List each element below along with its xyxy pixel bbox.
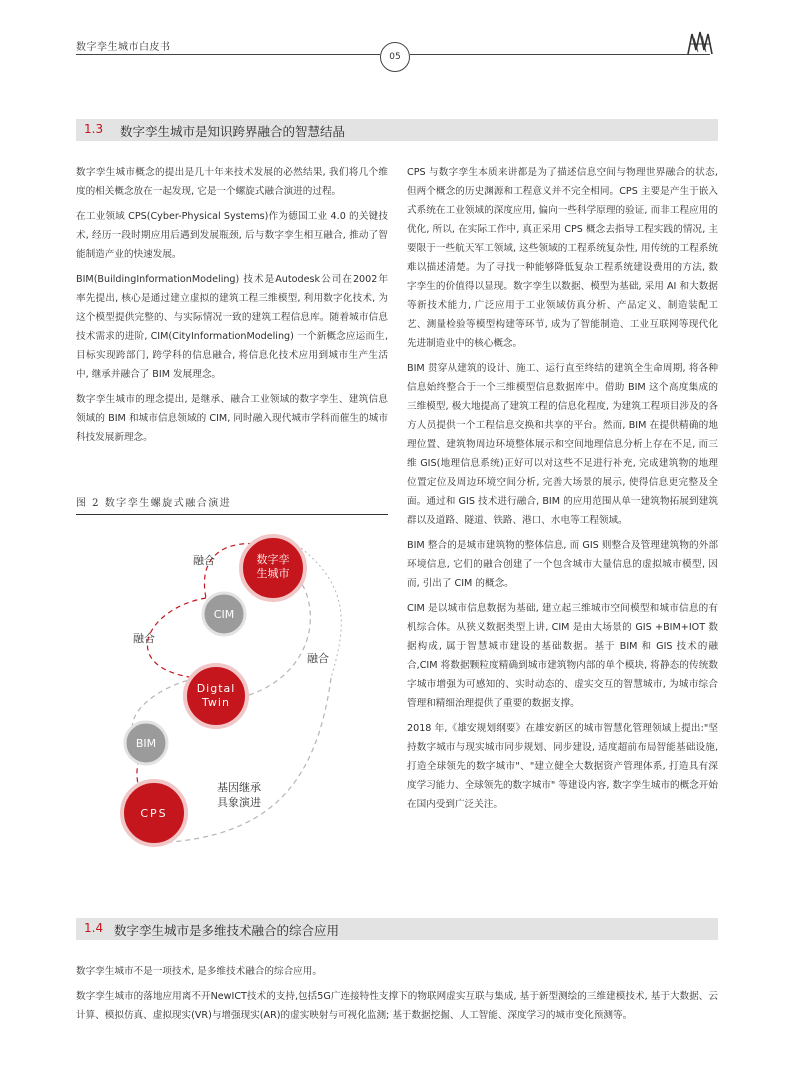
- node-label: Twin: [202, 696, 230, 709]
- header-rule-right: [410, 54, 710, 55]
- paragraph: 数字孪生城市的理念提出, 是继承、融合工业领域的数字孪生、建筑信息领域的 BIM 和城市信息领域的 CIM, 同时融入现代城市学科而催生的城市科技发展新理念。: [76, 394, 388, 443]
- paragraph: CPS 与数字孪生本质来讲都是为了描述信息空间与物理世界融合的状态, 但两个概念的历史渊源和工程意义并不完全相同。CPS 主要是产生于嵌入式系统在工业领域的深度应用, 偏向一些科学原理的验证, 而非工程应用的优化, 所以, 在实际工作中, 真正采用 CPS 概念去指导工程实践的情况, 主要限于一些航天军工领域, 这些领域的工程系统复杂性, 用传统的工程系统难以描述清楚。为了寻找一种能够降低复杂工程系统建设费用的方法, 数字孪生的价值得以显现。数字孪生以数据、模型为基础, 采用 AI 和大数据等新技术能力, 广泛应用于工业领域仿真分析、产品定义、制造装配工艺、测量检验等模型构建等环节, 成为了智能制造、工业互联网等现代化先进制造业中的核心概念。: [407, 167, 718, 349]
- paragraph: 在工业领域 CPS(Cyber-Physical Systems)作为德国工业 4.0 的关键技术, 经历一段时期应用后遇到发展瓶颈, 后与数字孪生相互融合, 推动了智能制造产业的快速发展。: [76, 211, 388, 260]
- node-digital-twin-city: [241, 536, 305, 600]
- paragraph: BIM 整合的是城市建筑物的整体信息, 而 GIS 则整合及管理建筑物的外部环境信息, 它们的融合创建了一个包含城市大量信息的虚拟城市模型, 因而, 引出了 CIM 的概念。: [407, 540, 718, 589]
- node-label: BIM: [135, 737, 157, 750]
- paragraph: 数字孪生城市不是一项技术, 是多维技术融合的综合应用。: [76, 966, 322, 977]
- node-label: 生城市: [256, 567, 290, 580]
- gene-label: 基因继承: [217, 781, 261, 794]
- paragraph: BIM 贯穿从建筑的设计、施工、运行直至终结的建筑全生命周期, 将各种信息始终整合于一个三维模型信息数据库中。借助 BIM 这个高度集成的三维模型, 极大地提高了建筑工程的信息化程度, 为建筑工程项目涉及的各方人员提供一个工程信息交换和共享的平台。然而, BIM 在提供精确的地理位置、建筑物周边环境整体展示和空间地理信息分析上存在不足, 而三维 GIS(地理信息系统)正好可以对这些不足进行补充, 完成建筑物的地理位置定位及周边环境空间分析, 完善大场景的展示, 使得信息更完整及全面。通过和 GIS 技术进行融合, BIM 的应用范围从单一建筑物拓展到建筑群以及道路、隧道、铁路、港口、水电等工程领域。: [407, 363, 718, 526]
- fusion-label: 融合: [133, 632, 155, 645]
- section-number: 1.3: [84, 122, 104, 136]
- section-1-3-heading: [76, 119, 718, 141]
- header-rule-left: [76, 54, 380, 55]
- paragraph: 数字孪生城市概念的提出是几十年来技术发展的必然结果, 我们将几个维度的相关概念放在一起发现, 它是一个螺旋式融合演进的过程。: [76, 167, 388, 197]
- spiral-evolution-diagram: [76, 518, 388, 862]
- fusion-label: 融合: [307, 652, 329, 665]
- book-logo-icon: [686, 30, 714, 60]
- section-title: 数字孪生城市是知识跨界融合的智慧结晶: [120, 124, 346, 139]
- paragraph: 2018 年,《雄安规划纲要》在雄安新区的城市智慧化管理领域上提出:"坚持数字城市与现实城市同步规划、同步建设, 适度超前布局智能基础设施, 打造全球领先的数字城市"、"建立健全大数据资产管理体系, 打造具有深度学习能力、全球领先的数字城市" 等建设内容, 数字孪生城市的概念开始在国内受到广泛关注。: [407, 723, 718, 810]
- node-cim: [203, 593, 245, 635]
- paragraph: CIM 是以城市信息数据为基础, 建立起三维城市空间模型和城市信息的有机综合体。从狭义数据类型上讲, CIM 是由大场景的 GIS +BIM+IOT 数据构成, 属于智慧城市建设的基础数据。基于 BIM 和 GIS 技术的融合,CIM 将数据颗粒度精确到城市建筑物内部的单个模块, 将静态的传统数字城市增强为可感知的、实时动态的、虚实交互的智慧城市, 为城市综合管理和精细治理提供了重要的数据支撑。: [407, 603, 718, 709]
- section-title: 数字孪生城市是多维技术融合的综合应用: [114, 923, 340, 938]
- paragraph: BIM(BuildingInformationModeling) 技术是Autodesk公司在2002年率先提出, 核心是通过建立虚拟的建筑工程三维模型, 利用数字化技术, 为这个模型提供完整的、与实际情况一致的建筑工程信息库。随着城市信息技术需求的进阶, CIM(CityInformationModeling) 一个新概念应运而生, 目标实现跨部门, 跨学科的信息融合, 将信息化技术应用到城市生产生活中, 继承并融合了 BIM 发展理念。: [76, 274, 388, 380]
- connector-cim-dt: [147, 598, 206, 678]
- section-number: 1.4: [84, 921, 104, 935]
- node-label: CPS: [140, 807, 168, 820]
- fusion-label: 融合: [193, 554, 215, 567]
- section-1-4-heading: [76, 918, 718, 940]
- paragraph: 数字孪生城市的落地应用离不开NewICT技术的支持,包括5G广连接特性支撑下的物联网虚实互联与集成, 基于新型测绘的三维建模技术, 基于大数据、云计算、模拟仿真、虚拟现实(VR)与增强现实(AR)的虚实映射与可视化监测; 基于数据挖掘、人工智能、深度学习的城市变化预测等。: [76, 991, 718, 1021]
- left-column: [76, 163, 388, 453]
- section-1-4-body: [76, 962, 718, 1031]
- node-label: CIM: [213, 608, 235, 621]
- page-number: 05: [380, 42, 410, 72]
- node-label: Digtal: [196, 682, 236, 695]
- node-bim: [125, 722, 167, 764]
- node-cps: [122, 781, 186, 845]
- gene-label: 具象演进: [217, 796, 261, 809]
- node-digital-twin: [185, 665, 247, 727]
- node-label: 数字孪: [256, 553, 290, 566]
- right-column: [407, 163, 718, 820]
- header-title: 数字孪生城市白皮书: [76, 42, 171, 53]
- figure-rule: [76, 514, 388, 515]
- figure-caption: 图 2 数字孪生螺旋式融合演进: [76, 498, 232, 509]
